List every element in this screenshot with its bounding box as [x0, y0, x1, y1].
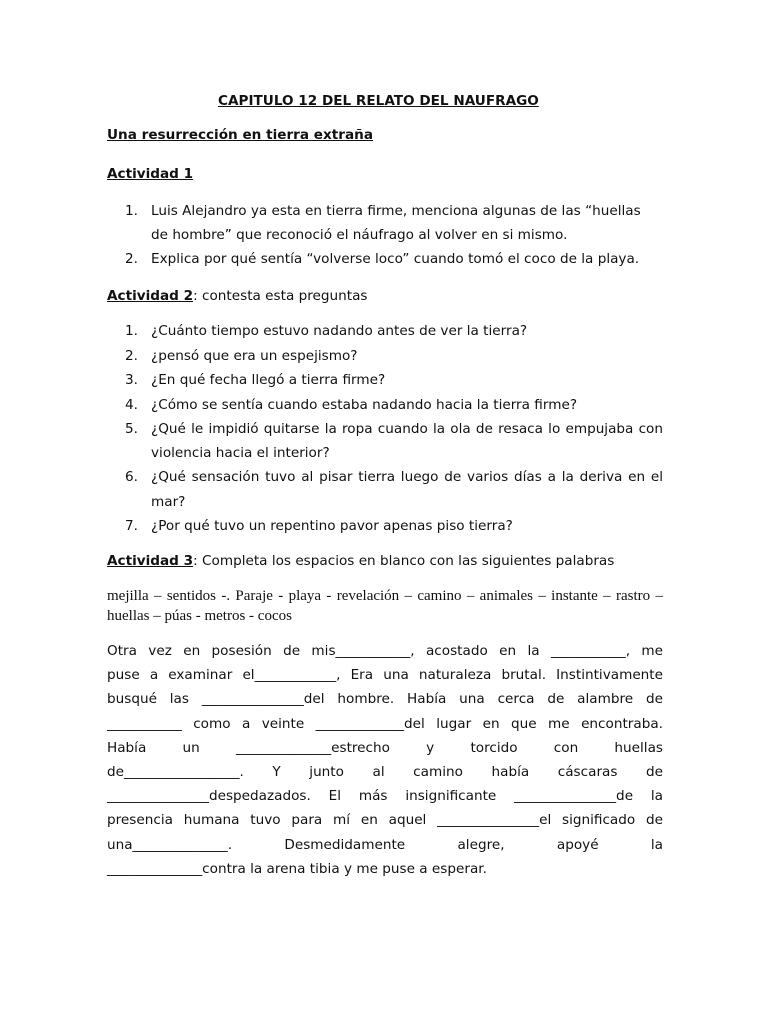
chapter-subtitle: Una resurrección en tierra extraña	[107, 127, 374, 143]
activity-3-heading-colon: :	[193, 553, 198, 569]
act2-item-7-number: 7.	[125, 518, 138, 534]
activity-2-heading-line	[107, 288, 368, 304]
paragraph-line-2: puse a examinar el____________, Era una naturaleza brutal. Instintivamente	[107, 667, 663, 684]
activity-1-heading: Actividad 1	[107, 166, 194, 182]
activity-3-instruction: Completa los espacios en blanco con las siguientes palabras	[202, 553, 615, 569]
paragraph-line-1: Otra vez en posesión de mis___________, acostado en la ___________, me	[107, 643, 663, 659]
act2-item-6-line-2: mar?	[151, 494, 186, 510]
act1-item-2-line-1: Explica por qué sentía “volverse loco” cuando tomó el coco de la playa.	[151, 251, 640, 267]
paragraph-line-8: presencia humana tuvo para mí en aquel _______________el significado de	[107, 812, 663, 829]
act2-item-4-line-1: ¿Cómo se sentía cuando estaba nadando hacia la tierra firme?	[151, 397, 578, 413]
act1-item-2-number: 2.	[125, 251, 138, 267]
act1-item-1-line-1: Luis Alejandro ya esta en tierra firme, menciona algunas de las “huellas	[151, 203, 641, 219]
act2-item-5-line-2: violencia hacia el interior?	[151, 445, 330, 461]
word-bank-line-2: huellas – púas - metros - cocos	[107, 608, 292, 624]
act2-item-2-number: 2.	[125, 348, 138, 364]
act2-item-5-line-1: ¿Qué le impidió quitarse la ropa cuando la ola de resaca lo empujaba con	[151, 421, 663, 437]
fill-in-paragraph	[107, 639, 663, 881]
activity-2-instruction: contesta esta preguntas	[202, 288, 368, 304]
activity-3-heading: Actividad 3	[107, 553, 194, 569]
activity-2-heading-colon: :	[193, 288, 198, 304]
act2-item-1-number: 1.	[125, 323, 138, 339]
act1-item-1-line-2: de hombre” que reconoció el náufrago al volver en si mismo.	[151, 227, 568, 243]
activity-2-heading: Actividad 2	[107, 288, 194, 304]
act2-item-4-number: 4.	[125, 397, 138, 413]
act2-item-2-line-1: ¿pensó que era un espejismo?	[151, 348, 358, 364]
act2-item-3-number: 3.	[125, 372, 138, 388]
act1-item-1-number: 1.	[125, 203, 138, 219]
paragraph-line-9: una______________. Desmedidamente alegre, apoyé la	[107, 836, 663, 853]
paragraph-line-3: busqué las _______________del hombre. Había una cerca de alambre de	[107, 691, 663, 708]
act2-item-5-number: 5.	[125, 421, 138, 437]
act2-item-6-number: 6.	[125, 469, 138, 485]
paragraph-line-4: ___________ como a veinte _____________del lugar en que me encontraba.	[107, 715, 663, 732]
paragraph-line-10: ______________contra la arena tibia y me puse a esperar.	[107, 860, 487, 877]
paragraph-line-5: Había un ______________estrecho y torcido con huellas	[107, 739, 663, 756]
activity-3-heading-line	[107, 553, 614, 569]
act2-item-3-line-1: ¿En qué fecha llegó a tierra firme?	[151, 372, 386, 388]
paragraph-line-6: de_________________. Y junto al camino había cáscaras de	[107, 763, 663, 780]
act2-item-6-line-1: ¿Qué sensación tuvo al pisar tierra luego de varios días a la deriva en el	[151, 469, 663, 485]
paragraph-line-7: _______________despedazados. El más insignificante _______________de la	[107, 788, 663, 805]
act2-item-7-line-1: ¿Por qué tuvo un repentino pavor apenas piso tierra?	[151, 518, 513, 534]
act2-item-1-line-1: ¿Cuánto tiempo estuvo nadando antes de ver la tierra?	[151, 323, 528, 339]
word-bank-line-1: mejilla – sentidos -. Paraje - playa - revelación – camino – animales – instante – rastro –	[107, 588, 663, 604]
document-title: CAPITULO 12 DEL RELATO DEL NAUFRAGO	[218, 93, 539, 109]
